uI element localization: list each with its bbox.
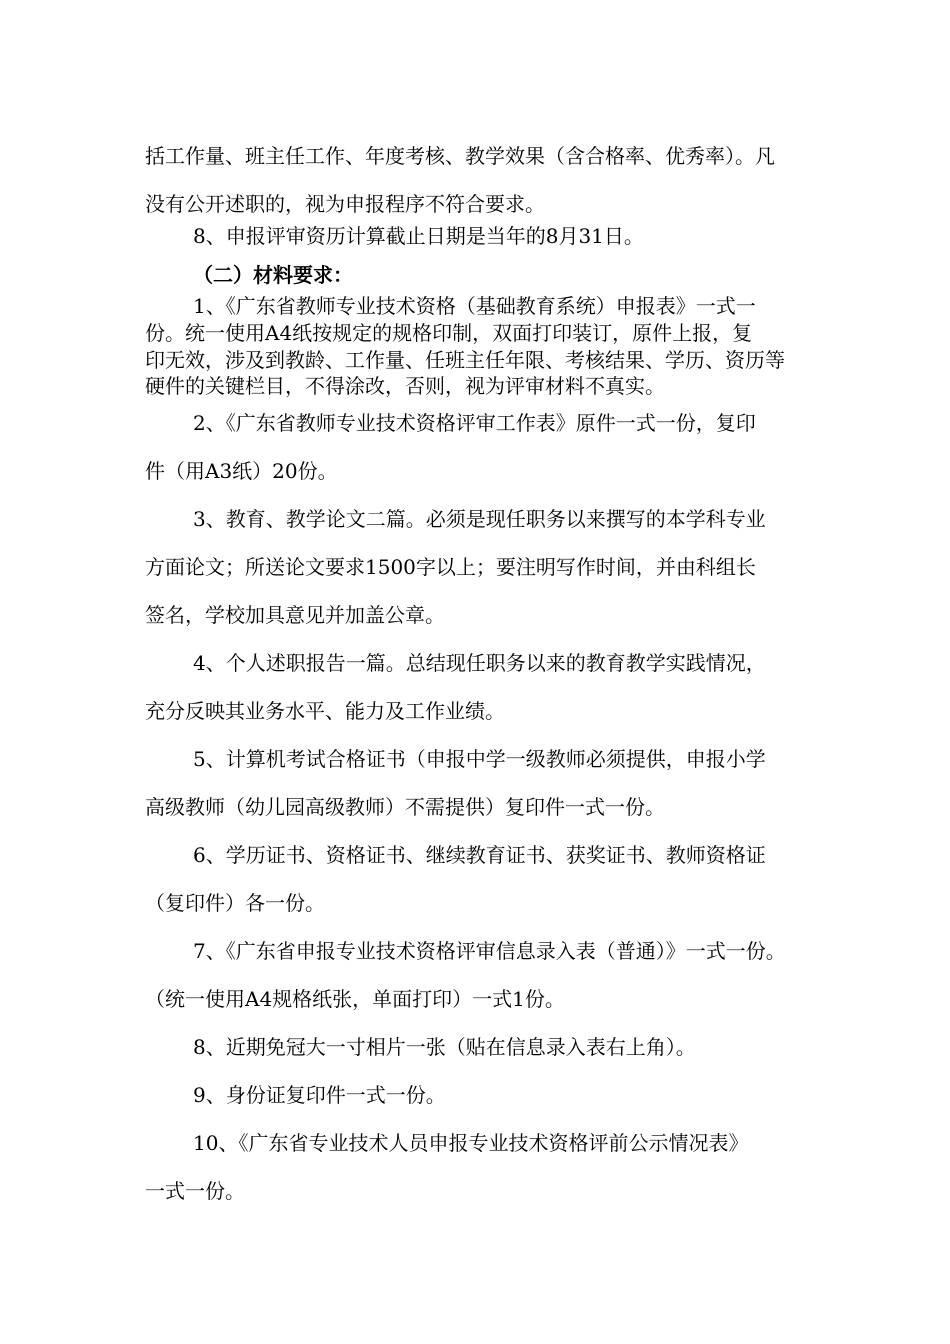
body-line: 硬件的关键栏目，不得涂改，否则，视为评审材料不真实。 xyxy=(145,374,665,398)
body-line: 份。统一使用A4纸按规定的规格印制，双面打印装订，原件上报，复 xyxy=(145,321,753,345)
body-line: 充分反映其业务水平、能力及工作业绩。 xyxy=(145,699,505,723)
body-line: 高级教师（幼儿园高级教师）不需提供）复印件一式一份。 xyxy=(145,795,665,819)
body-line: 签名，学校加具意见并加盖公章。 xyxy=(145,603,445,627)
body-line: 5、计算机考试合格证书（申报中学一级教师必须提供，申报小学 xyxy=(193,747,766,771)
body-line: 2、《广东省教师专业技术资格评审工作表》原件一式一份，复印 xyxy=(193,411,756,435)
body-line: 8、近期免冠大一寸相片一张（贴在信息录入表右上角）。 xyxy=(193,1035,696,1059)
body-line: 括工作量、班主任工作、年度考核、教学效果（含合格率、优秀率）。凡 xyxy=(145,144,775,168)
body-line: 8、申报评审资历计算截止日期是当年的8月31日。 xyxy=(193,224,644,248)
body-line: 6、学历证书、资格证书、继续教育证书、获奖证书、教师资格证 xyxy=(193,843,766,867)
section-heading: （二）材料要求： xyxy=(193,263,353,287)
body-line: （复印件）各一份。 xyxy=(145,891,325,915)
body-line: 7、《广东省申报专业技术资格评审信息录入表（普通）》一式一份。 xyxy=(193,939,786,963)
body-line: （统一使用A4规格纸张，单面打印）一式1份。 xyxy=(145,987,565,1011)
body-line: 印无效，涉及到教龄、工作量、任班主任年限、考核结果、学历、资历等 xyxy=(145,348,785,372)
body-line: 一式一份。 xyxy=(145,1179,245,1203)
body-line: 方面论文；所送论文要求1500字以上；要注明写作时间，并由科组长 xyxy=(145,555,756,579)
body-line: 9、身份证复印件一式一份。 xyxy=(193,1083,446,1107)
body-line: 没有公开述职的，视为申报程序不符合要求。 xyxy=(145,192,545,216)
body-line: 3、教育、教学论文二篇。必须是现任职务以来撰写的本学科专业 xyxy=(193,507,766,531)
body-line: 件（用A3纸）20份。 xyxy=(145,459,338,483)
body-line: 1、《广东省教师专业技术资格（基础教育系统）申报表》一式一 xyxy=(193,294,756,318)
body-line: 10、《广东省专业技术人员申报专业技术资格评前公示情况表》 xyxy=(193,1131,749,1155)
body-line: 4、个人述职报告一篇。总结现任职务以来的教育教学实践情况， xyxy=(193,651,766,675)
